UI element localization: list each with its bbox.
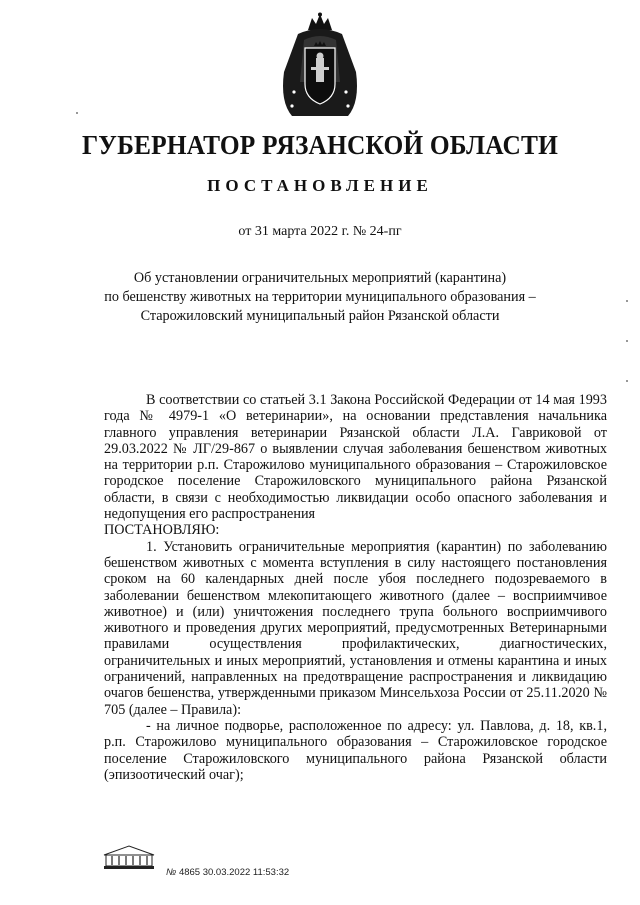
- preamble-paragraph: В соответствии со статьей 3.1 Закона Российской Федерации от 14 мая 1993 года № 4979-1 «О ветеринарии», на основании представления начальника главного управления ветеринарии Рязанской области Л.А. Гавриковой от 29.03.2022 № ЛГ/29-867 о выявлении случая заболевания бешенством животных на территории р.п. Старожилово муниципального образования – Старожиловское городское поселение Старожиловского муниципального района Рязанской области, в связи с необходимостью ликвидации особо опасного заболевания и недопущения его распространения: [104, 392, 607, 523]
- scan-speck: [626, 300, 628, 302]
- document-body: [104, 392, 607, 783]
- scan-speck: [626, 380, 628, 382]
- document-subject: [100, 269, 540, 326]
- building-seal-icon: [100, 843, 158, 871]
- subitem-1-paragraph: - на личное подворье, расположенное по адресу: ул. Павлова, д. 18, кв.1, р.п. Старожилово муниципального образования – Старожиловское городское поселение Старожиловского муниципального района Рязанской области (эпизоотический очаг);: [104, 717, 607, 783]
- registration-stamp: [166, 867, 289, 878]
- scan-speck: [626, 340, 628, 342]
- coat-of-arms-icon: [278, 12, 362, 124]
- document-date-number: от 31 марта 2022 г. № 24-пг: [238, 224, 402, 239]
- document-type: ПОСТАНОВЛЕНИЕ: [207, 176, 433, 195]
- item-1-paragraph: 1. Установить ограничительные мероприятия (карантин) по заболеванию бешенством животных с момента вступления в силу настоящего постановления сроком на 60 календарных дней после убоя последнего подозреваемого в заболевании бешенством млекопитающего животного (далее – восприимчивое животное) и (или) уничтожения последнего трупа больного восприимчивого животного и проведения других мероприятий, предусмотренных Ветеринарными правилами осуществления профилактических, диагностических, ограничительных и иных мероприятий, установления и отмены карантина и иных ограничений, направленных на предотвращение распространения и ликвидацию очагов бешенства, утвержденными приказом Минсельхоза России от 25.11.2020 № 705 (далее – Правила):: [104, 538, 607, 718]
- decree-word: ПОСТАНОВЛЯЮ:: [104, 522, 220, 539]
- scan-speck: [76, 112, 78, 114]
- registration-number-datetime: 4865 30.03.2022 11:53:32: [178, 867, 290, 878]
- registration-number-sign: №: [166, 867, 177, 878]
- subject-line: Старожиловский муниципальный район Рязанской области: [140, 308, 500, 324]
- subject-line: Об установлении ограничительных мероприятий (карантина): [133, 270, 507, 286]
- subject-line: по бешенству животных на территории муниципального образования –: [104, 289, 536, 305]
- authority-title: ГУБЕРНАТОР РЯЗАНСКОЙ ОБЛАСТИ: [81, 130, 559, 160]
